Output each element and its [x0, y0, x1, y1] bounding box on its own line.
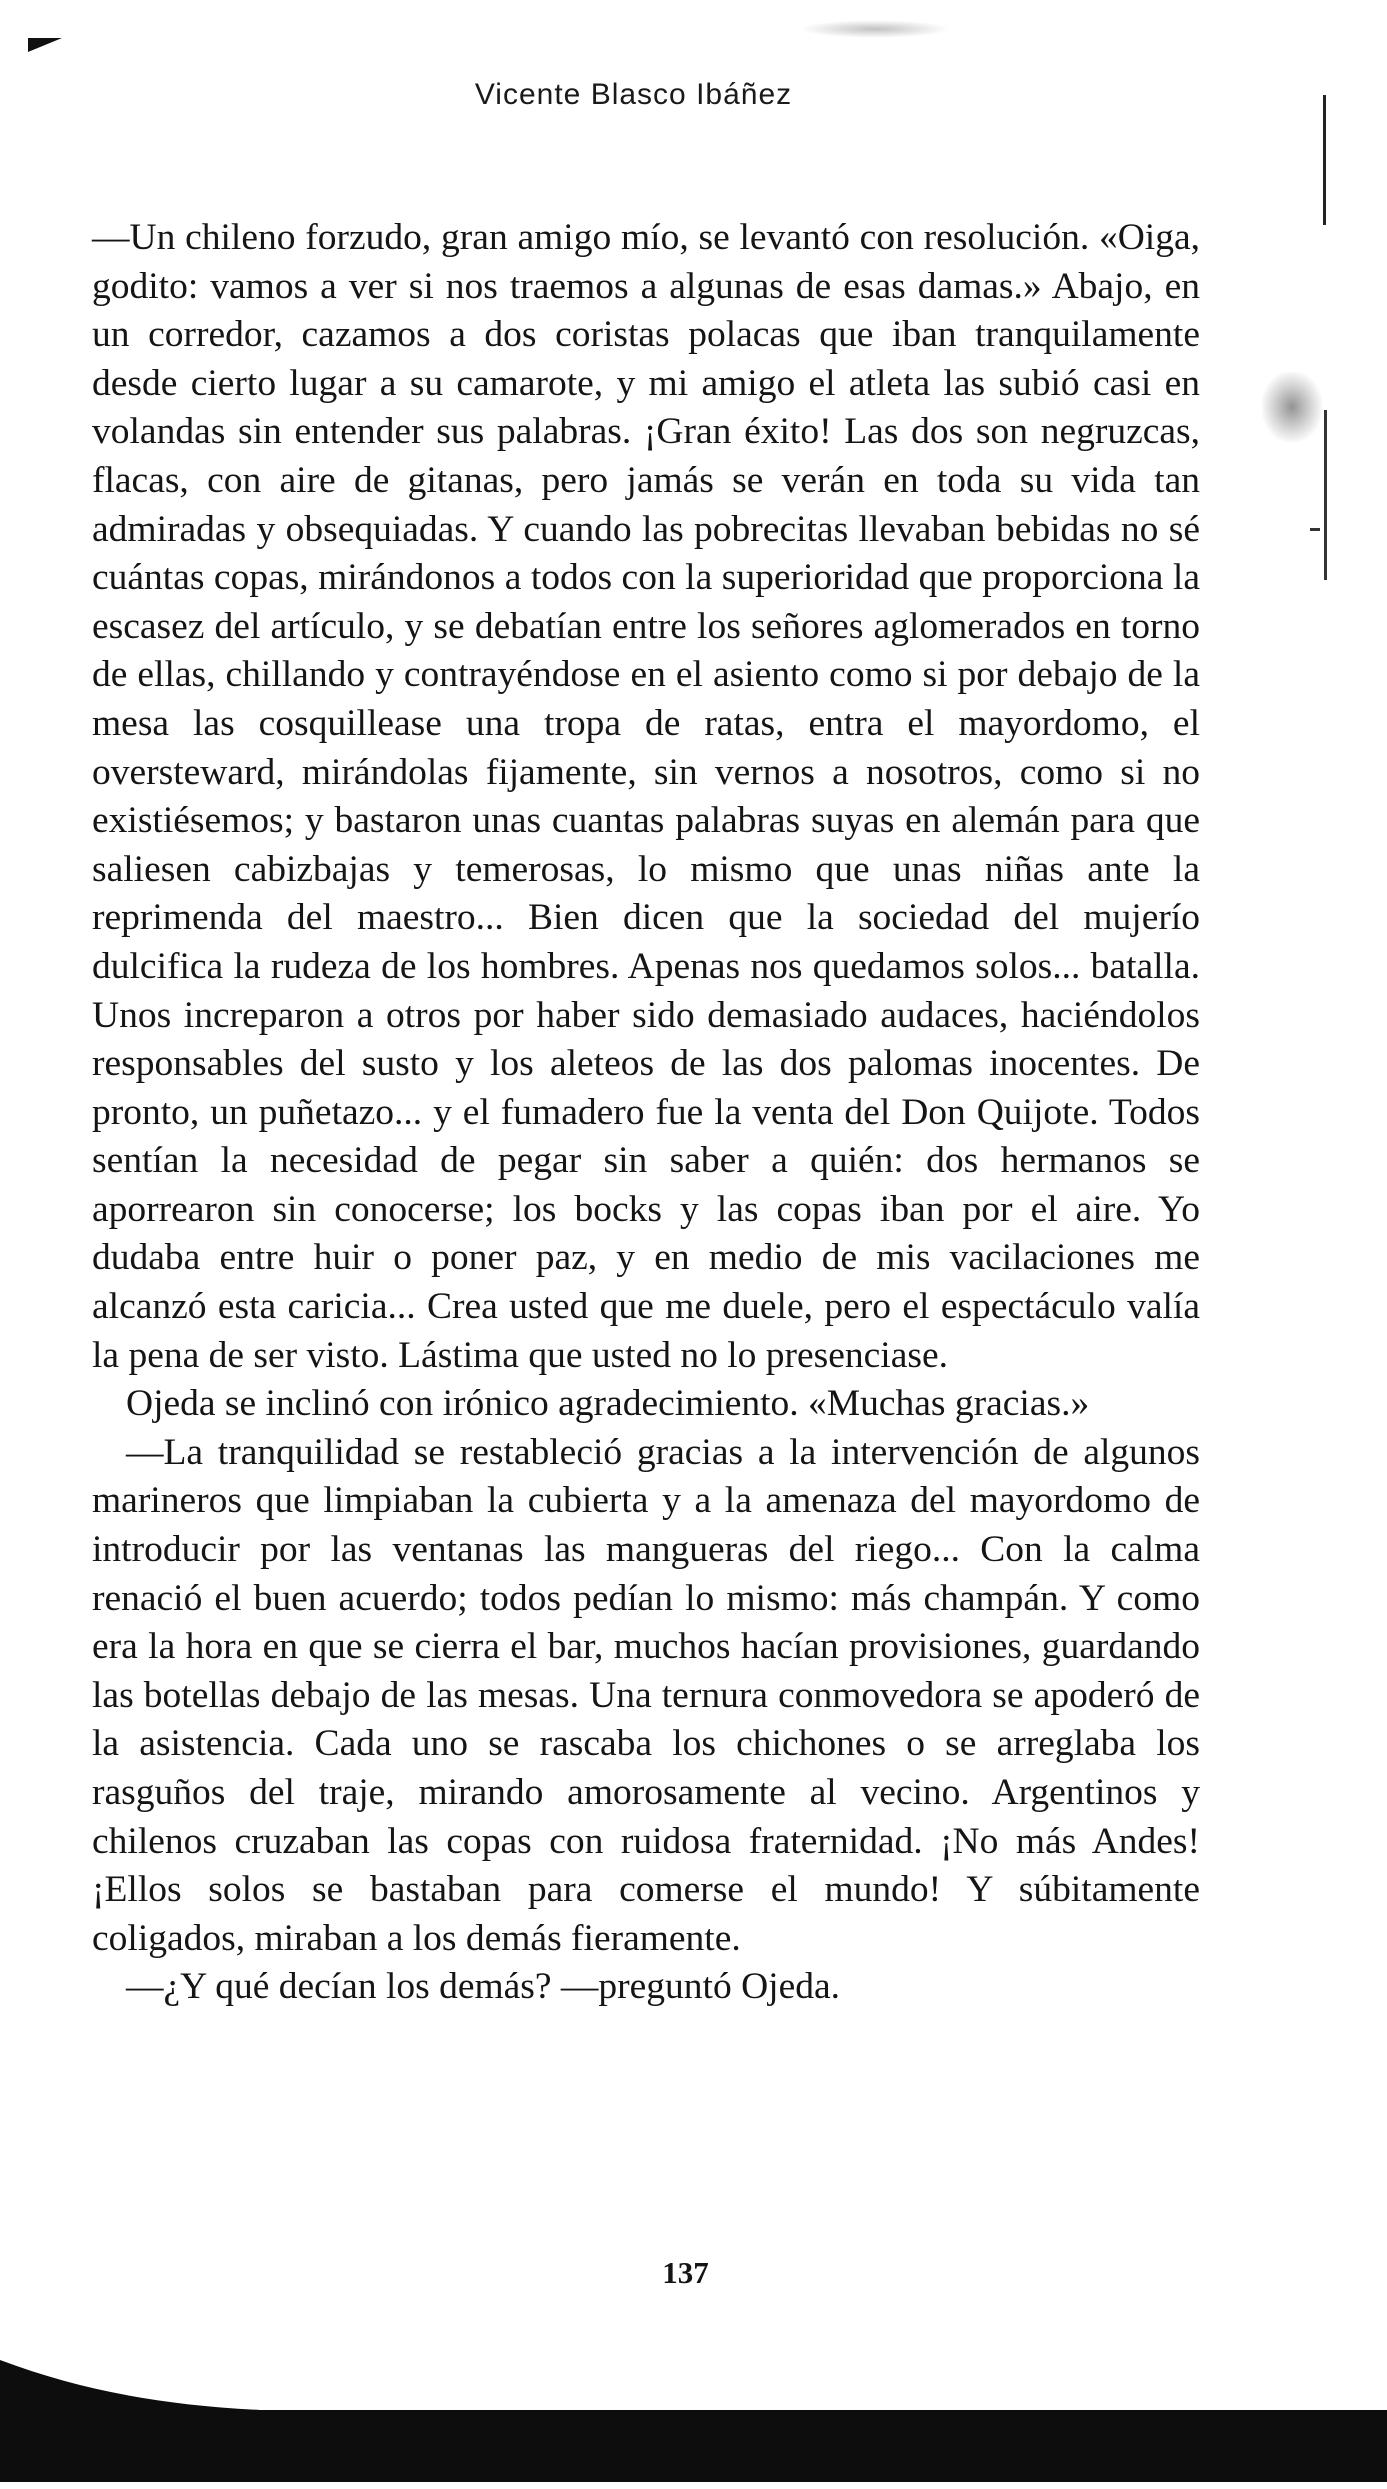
paragraph-3: —La tranquilidad se restableció gracias a la intervención de algunos marineros que limpiaban la cubierta y a la amenaza del mayordomo de introducir por las ventanas las mangueras del riego... Con la calma renació el buen acuerdo; todos pedían lo mismo: más champán. Y como era la hora en que se cierra el bar, muchos hacían provisiones, guardando las botellas debajo de las mesas. Una ternura conmovedora se apoderó de la asistencia. Cada uno se rascaba los chichones o se arreglaba los rasguños del traje, mirando amorosamente al vecino. Argentinos y chilenos cruzaban las copas con ruidosa fraternidad. ¡No más Andes! ¡Ellos solos se bastaban para comerse el mundo! Y súbitamente coligados, miraban a los demás fieramente.: [92, 1431, 1200, 1959]
page-number: [0, 2255, 1387, 2291]
margin-smudge: [1262, 372, 1322, 442]
paragraph-1: —Un chileno forzudo, gran amigo mío, se levantó con resolución. «Oiga, godito: vamos a ver si nos traemos a algunas de esas damas.» Abajo, en un corredor, cazamos a dos coristas polacas que iban tranquilamente desde cierto lugar a su camarote, y mi amigo el atleta las subió casi en volandas sin entender sus palabras. ¡Gran éxito! Las dos son negruzcas, flacas, con aire de gitanas, pero jamás se verán en toda su vida tan admiradas y obsequiadas. Y cuando las pobrecitas llevaban bebidas no sé cuántas copas, mirándonos a todos con la superioridad que proporciona la escasez del artículo, y se debatían entre los señores aglomerados en torno de ellas, chillando y contrayéndose en el asiento como si por debajo de la mesa las cosquillease una tropa de ratas, entra el mayordomo, el oversteward, mirándolas fijamente, sin vernos a nosotros, como si no existiésemos; y bastaron unas cuantas palabras suyas en alemán para que saliesen cabizbajas y temerosas, lo mismo que unas niñas ante la reprimenda del maestro... Bien dicen que la sociedad del mujerío dulcifica la rudeza de los hombres. Apenas nos quedamos solos... batalla. Unos increparon a otros por haber sido demasiado audaces, haciéndolos responsables del susto y los aleteos de las dos palomas inocentes. De pronto, un puñetazo... y el fumadero fue la venta del Don Quijote. Todos sentían la necesidad de pegar sin saber a quién: dos hermanos se aporrearon sin conocerse; los bocks y las copas iban por el aire. Yo dudaba entre huir o poner paz, y en medio de mis vacilaciones me alcanzó esta caricia... Crea usted que me duele, pero el espectáculo valía la pena de ser visto. Lástima que usted no lo presenciase.: [92, 217, 1200, 1376]
scan-artifact: [800, 20, 950, 38]
running-head-text: Vicente Blasco Ibáñez: [474, 78, 793, 111]
margin-tick: [1310, 528, 1320, 531]
paragraph-2: Ojeda se inclinó con irónico agradecimiento. «Muchas gracias.»: [126, 1383, 1090, 1425]
right-margin-rule: [1323, 95, 1326, 225]
running-head: [0, 78, 1387, 112]
corner-crop-mark: [28, 38, 62, 52]
paragraph-4: —¿Y qué decían los demás? —preguntó Ojeda.: [126, 1966, 841, 2008]
page-number-text: 137: [662, 2255, 709, 2290]
scan-bottom-shadow: [0, 2360, 1387, 2489]
body-text: [92, 214, 1200, 2012]
right-margin-rule-lower: [1324, 410, 1327, 580]
bottom-shadow-shape: [0, 2360, 1387, 2489]
